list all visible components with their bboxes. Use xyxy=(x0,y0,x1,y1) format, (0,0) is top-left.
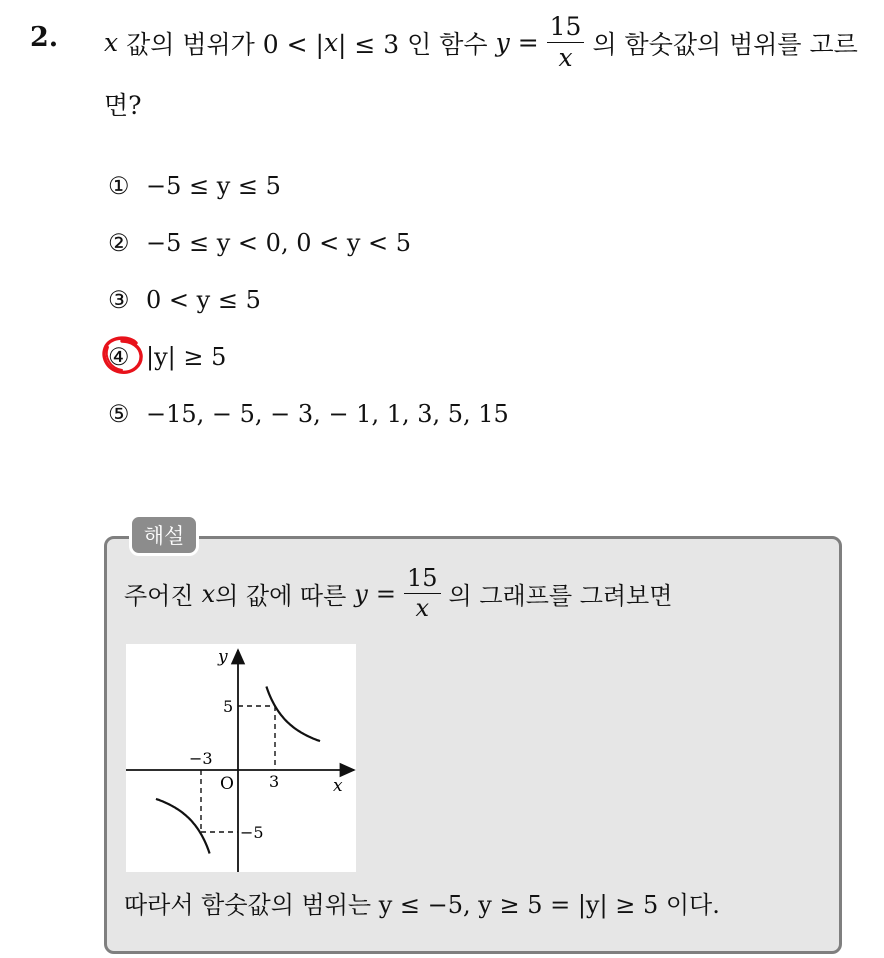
choice-4-mark: ④ xyxy=(108,343,130,371)
question-text-suffix: 의 함숫값의 범위를 고르 xyxy=(592,29,858,59)
solution-frac-den: x xyxy=(415,594,430,623)
choice-2-mark: ② xyxy=(108,229,130,257)
tick-y-neg5: −5 xyxy=(240,823,264,842)
tick-x-3: 3 xyxy=(269,772,280,791)
tick-y-5: 5 xyxy=(223,697,234,716)
choice-1[interactable] xyxy=(108,172,281,200)
question-fraction xyxy=(547,14,585,72)
choice-3[interactable] xyxy=(108,286,261,314)
solution-line-1 xyxy=(124,566,672,621)
tick-x-neg3: −3 xyxy=(189,749,213,768)
origin-label: O xyxy=(220,774,234,794)
y-axis-label: y xyxy=(218,647,228,667)
hyperbola-graph xyxy=(126,644,356,872)
solution-var-x: x xyxy=(201,579,216,608)
solution-tag: 해설 xyxy=(129,514,199,556)
curve-branch-positive xyxy=(266,687,320,742)
question-number: 2. xyxy=(30,22,59,53)
question-abs-x: x xyxy=(323,28,339,58)
question-var-x: x xyxy=(104,28,119,58)
answer-circle-annotation xyxy=(100,333,146,377)
solution-var-y: y xyxy=(354,579,368,608)
question-frac-den: x xyxy=(558,43,573,73)
choice-5[interactable] xyxy=(108,400,509,428)
solution-line-2: 따라서 함숫값의 범위는 y ≤ −5, y ≥ 5 = |y| ≥ 5 이다. xyxy=(124,891,720,919)
question-line-1 xyxy=(104,14,858,72)
solution-equals: = xyxy=(375,579,396,608)
question-text-b: | ≤ 3 인 함수 xyxy=(338,29,488,59)
choice-4-text: |y| ≥ 5 xyxy=(146,343,227,371)
choice-1-mark: ① xyxy=(108,172,130,200)
solution-frac-num: 15 xyxy=(404,566,441,594)
solution-text-c: 의 그래프를 그려보면 xyxy=(448,582,673,611)
question-frac-num: 15 xyxy=(547,14,585,43)
question-equals: = xyxy=(517,28,539,58)
choice-5-mark: ⑤ xyxy=(108,400,130,428)
question-line-2: 면? xyxy=(104,91,142,120)
x-axis-label: x xyxy=(333,776,343,796)
question-text-a: 값의 범위가 0 < | xyxy=(126,29,324,59)
solution-text-a: 주어진 xyxy=(124,582,194,611)
choice-3-text: 0 < y ≤ 5 xyxy=(146,286,261,314)
solution-fraction xyxy=(404,566,441,621)
choice-2-text: −5 ≤ y < 0, 0 < y < 5 xyxy=(146,229,412,257)
question-var-y: y xyxy=(495,28,510,58)
choice-3-mark: ③ xyxy=(108,286,130,314)
solution-text-b: 의 값에 따른 xyxy=(215,582,347,611)
choice-5-text: −15, − 5, − 3, − 1, 1, 3, 5, 15 xyxy=(146,400,509,428)
choice-1-text: −5 ≤ y ≤ 5 xyxy=(146,172,281,200)
choice-2[interactable] xyxy=(108,229,411,257)
